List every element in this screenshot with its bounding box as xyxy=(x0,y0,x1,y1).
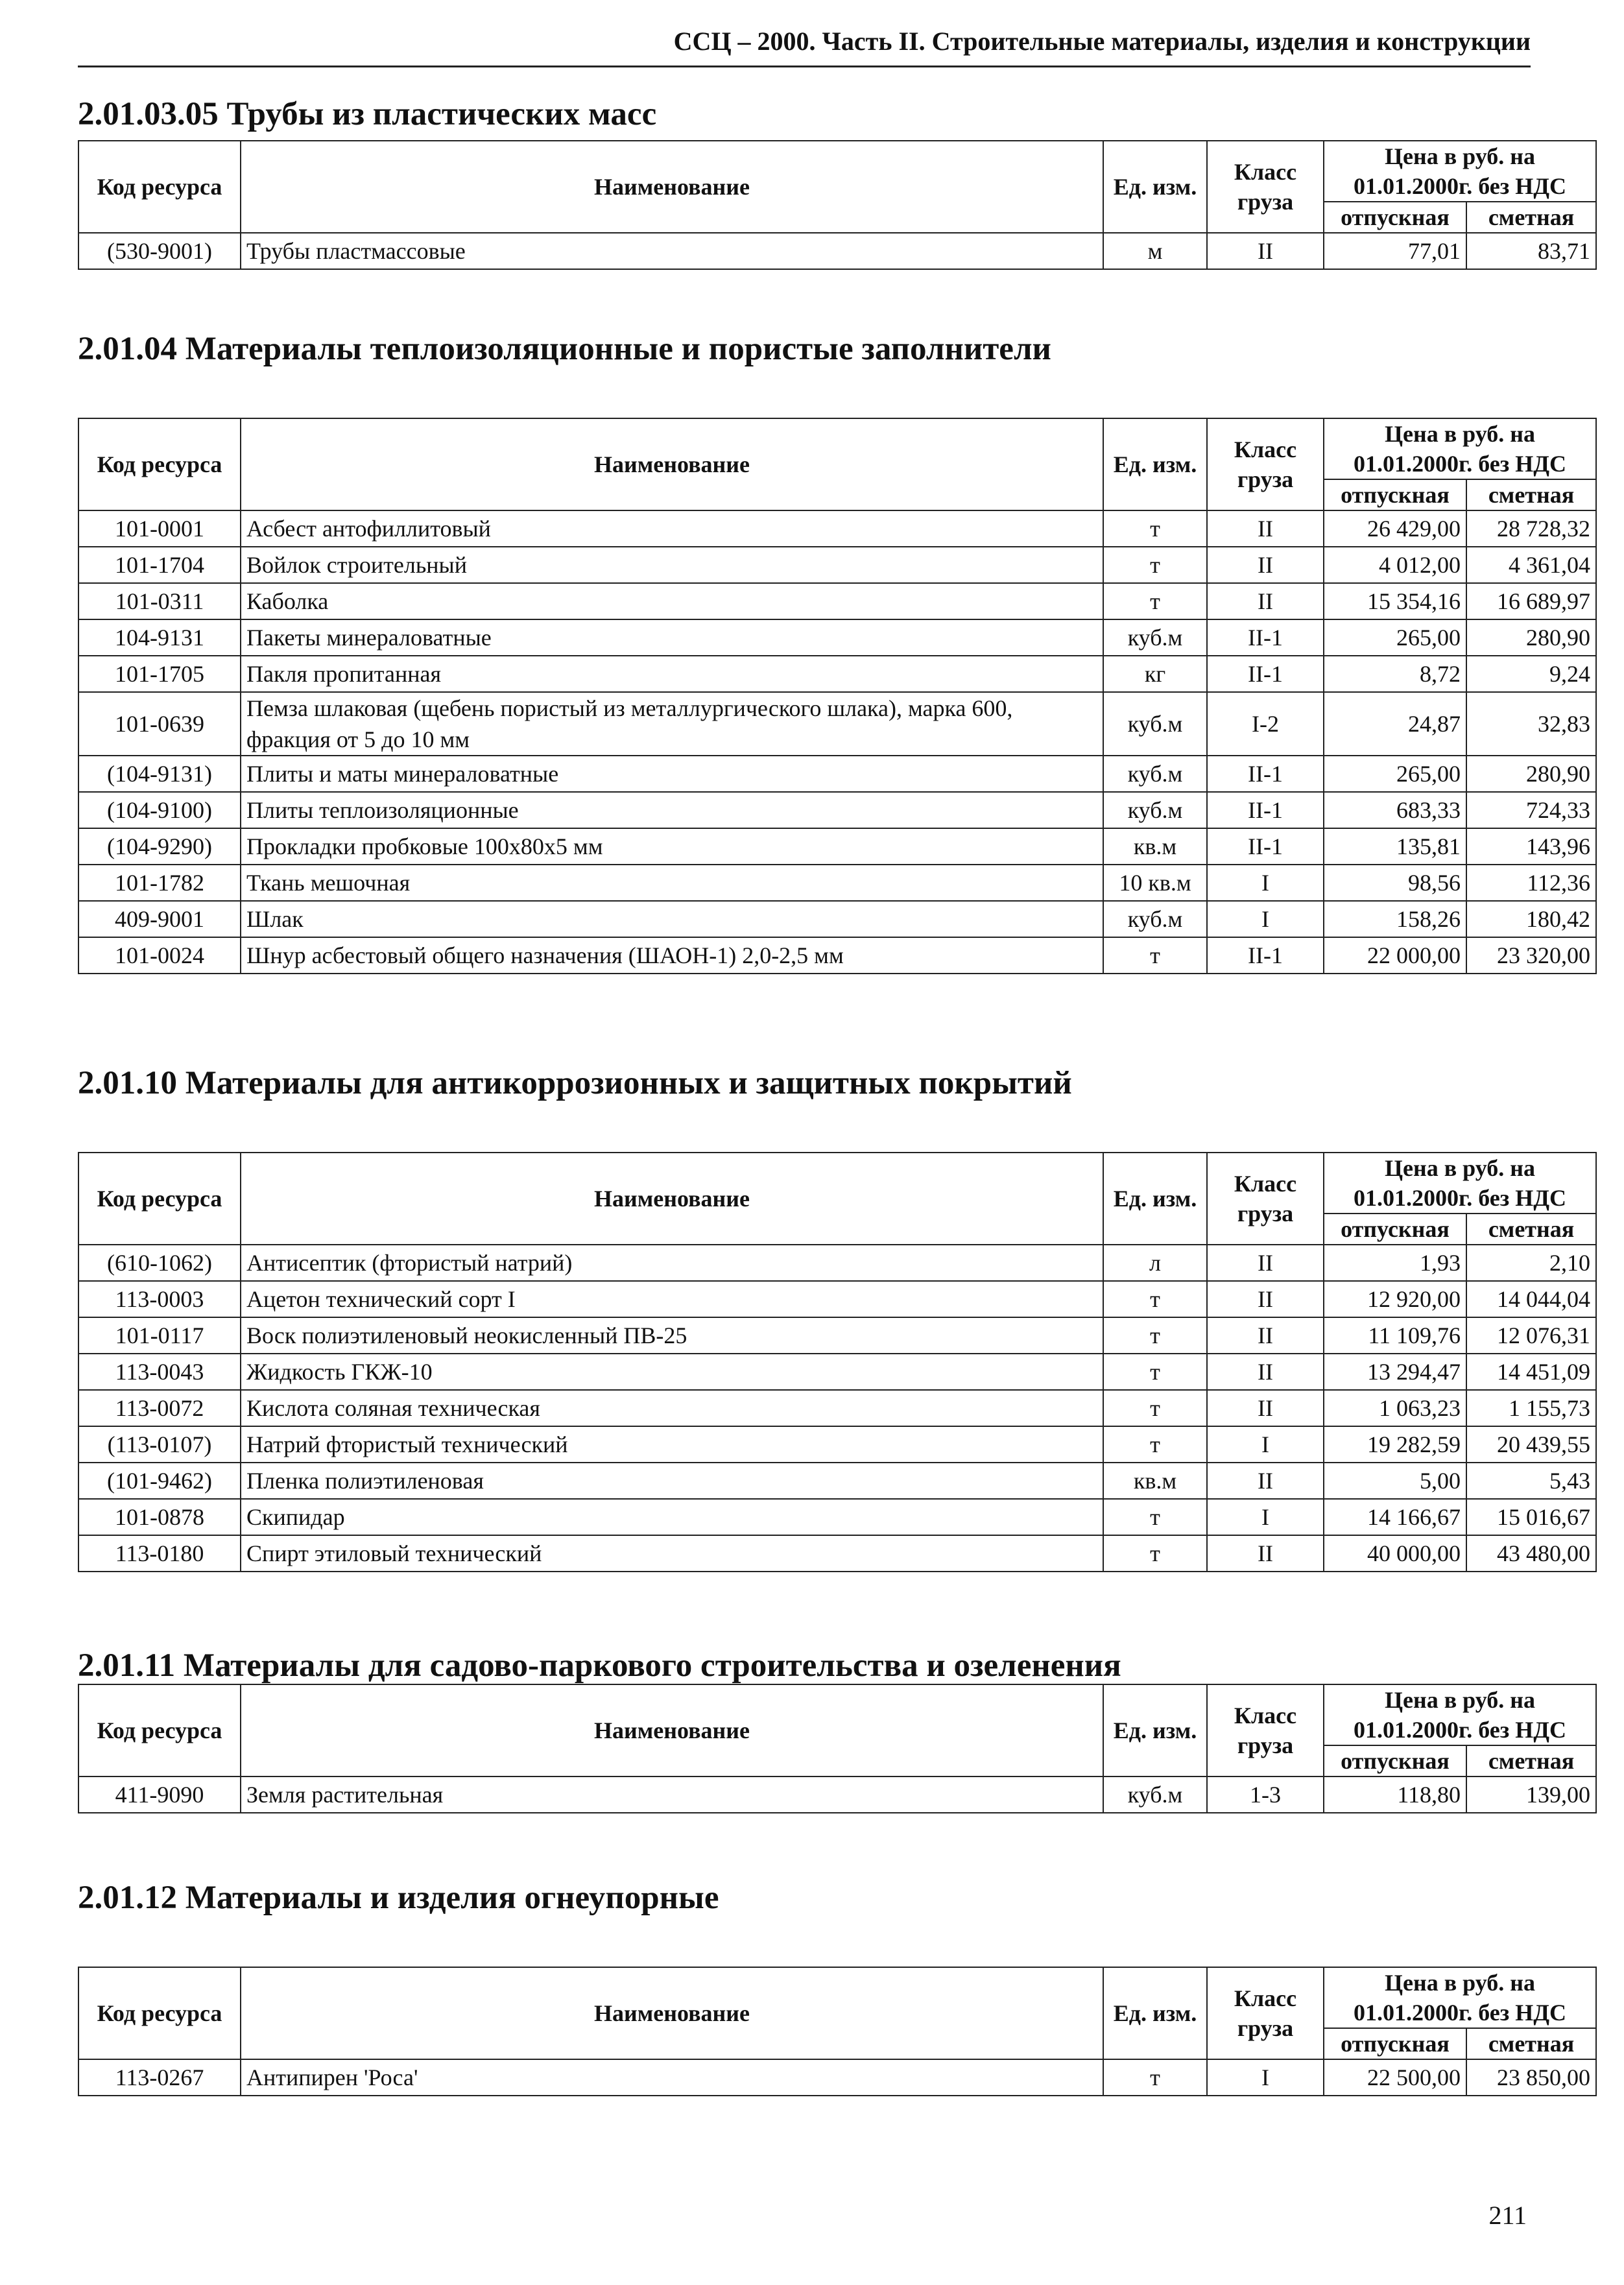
col-header-class: Класс груза xyxy=(1207,418,1324,510)
release-price: 12 920,00 xyxy=(1324,1281,1466,1317)
table-row xyxy=(78,756,1596,792)
unit: т xyxy=(1103,1426,1207,1463)
col-header-name: Наименование xyxy=(241,418,1103,510)
table-row xyxy=(78,1317,1596,1354)
item-name: Асбест антофиллитовый xyxy=(241,510,1103,547)
section-anticorrosion xyxy=(78,1064,1591,1572)
section-pipes xyxy=(78,96,1591,270)
table-row xyxy=(78,901,1596,937)
table-row xyxy=(78,1281,1596,1317)
resource-code: 101-0117 xyxy=(78,1317,241,1354)
price-table xyxy=(78,1967,1597,2096)
section-title: 2.01.10 Материалы для антикоррозионных и защитных покрытий xyxy=(78,1065,1072,1101)
price-table xyxy=(78,1684,1597,1813)
item-name: Скипидар xyxy=(241,1499,1103,1535)
col-header-release-price: отпускная xyxy=(1324,1745,1466,1777)
col-header-unit: Ед. изм. xyxy=(1103,1684,1207,1777)
release-price: 24,87 xyxy=(1324,692,1466,756)
resource-code: 101-1705 xyxy=(78,656,241,692)
item-name: Каболка xyxy=(241,583,1103,619)
resource-code: (101-9462) xyxy=(78,1463,241,1499)
estimate-price: 12 076,31 xyxy=(1466,1317,1596,1354)
item-name: Прокладки пробковые 100х80х5 мм xyxy=(241,828,1103,865)
release-price: 265,00 xyxy=(1324,756,1466,792)
col-header-release-price: отпускная xyxy=(1324,2028,1466,2059)
unit: м xyxy=(1103,233,1207,269)
table-row xyxy=(78,865,1596,901)
table-row xyxy=(78,1777,1596,1813)
item-name: Земля растительная xyxy=(241,1777,1103,1813)
col-header-release-price: отпускная xyxy=(1324,479,1466,510)
item-name: Ткань мешочная xyxy=(241,865,1103,901)
item-name: Пленка полиэтиленовая xyxy=(241,1463,1103,1499)
item-name: Шнур асбестовый общего назначения (ШАОН-1) 2,0-2,5 мм xyxy=(241,937,1103,974)
resource-code: 101-0639 xyxy=(78,692,241,756)
cargo-class: I-2 xyxy=(1207,692,1324,756)
estimate-price: 28 728,32 xyxy=(1466,510,1596,547)
resource-code: 113-0043 xyxy=(78,1354,241,1390)
col-header-estimate-price: сметная xyxy=(1466,1745,1596,1777)
resource-code: 113-0180 xyxy=(78,1535,241,1572)
item-name: Спирт этиловый технический xyxy=(241,1535,1103,1572)
estimate-price: 20 439,55 xyxy=(1466,1426,1596,1463)
unit: т xyxy=(1103,1535,1207,1572)
cargo-class: 1-3 xyxy=(1207,1777,1324,1813)
unit: кв.м xyxy=(1103,1463,1207,1499)
cargo-class: II-1 xyxy=(1207,828,1324,865)
unit: куб.м xyxy=(1103,792,1207,828)
item-name: Плиты теплоизоляционные xyxy=(241,792,1103,828)
table-row xyxy=(78,1390,1596,1426)
table-row xyxy=(78,1535,1596,1572)
release-price: 135,81 xyxy=(1324,828,1466,865)
table-row xyxy=(78,692,1596,756)
unit: т xyxy=(1103,2059,1207,2096)
section-refractory xyxy=(78,1878,1591,2096)
estimate-price: 280,90 xyxy=(1466,619,1596,656)
col-header-price: Цена в руб. на 01.01.2000г. без НДС xyxy=(1324,418,1596,479)
unit: куб.м xyxy=(1103,619,1207,656)
cargo-class: II xyxy=(1207,1281,1324,1317)
section-title: 2.01.03.05 Трубы из пластических масс xyxy=(78,96,657,132)
resource-code: 101-0024 xyxy=(78,937,241,974)
item-name: Антипирен 'Роса' xyxy=(241,2059,1103,2096)
col-header-release-price: отпускная xyxy=(1324,202,1466,233)
table-row xyxy=(78,2059,1596,2096)
unit: л xyxy=(1103,1245,1207,1281)
estimate-price: 43 480,00 xyxy=(1466,1535,1596,1572)
resource-code: 101-0311 xyxy=(78,583,241,619)
estimate-price: 14 044,04 xyxy=(1466,1281,1596,1317)
estimate-price: 9,24 xyxy=(1466,656,1596,692)
release-price: 14 166,67 xyxy=(1324,1499,1466,1535)
col-header-release-price: отпускная xyxy=(1324,1214,1466,1245)
unit: куб.м xyxy=(1103,756,1207,792)
table-row xyxy=(78,1354,1596,1390)
resource-code: 409-9001 xyxy=(78,901,241,937)
estimate-price: 83,71 xyxy=(1466,233,1596,269)
item-name: Воск полиэтиленовый неокисленный ПВ-25 xyxy=(241,1317,1103,1354)
table-row xyxy=(78,583,1596,619)
cargo-class: II xyxy=(1207,1354,1324,1390)
col-header-name: Наименование xyxy=(241,1153,1103,1245)
table-row xyxy=(78,937,1596,974)
cargo-class: II-1 xyxy=(1207,619,1324,656)
cargo-class: I xyxy=(1207,865,1324,901)
table-row xyxy=(78,792,1596,828)
release-price: 1,93 xyxy=(1324,1245,1466,1281)
table-row xyxy=(78,510,1596,547)
unit: т xyxy=(1103,1354,1207,1390)
unit: кг xyxy=(1103,656,1207,692)
release-price: 22 500,00 xyxy=(1324,2059,1466,2096)
col-header-price: Цена в руб. на 01.01.2000г. без НДС xyxy=(1324,1967,1596,2028)
estimate-price: 5,43 xyxy=(1466,1463,1596,1499)
table-row xyxy=(78,1463,1596,1499)
release-price: 22 000,00 xyxy=(1324,937,1466,974)
col-header-class: Класс груза xyxy=(1207,1153,1324,1245)
cargo-class: II-1 xyxy=(1207,937,1324,974)
estimate-price: 280,90 xyxy=(1466,756,1596,792)
release-price: 98,56 xyxy=(1324,865,1466,901)
unit: 10 кв.м xyxy=(1103,865,1207,901)
price-table xyxy=(78,140,1597,270)
col-header-class: Класс груза xyxy=(1207,1684,1324,1777)
resource-code: 101-1704 xyxy=(78,547,241,583)
col-header-code: Код ресурса xyxy=(78,1153,241,1245)
release-price: 11 109,76 xyxy=(1324,1317,1466,1354)
estimate-price: 23 320,00 xyxy=(1466,937,1596,974)
col-header-estimate-price: сметная xyxy=(1466,2028,1596,2059)
col-header-estimate-price: сметная xyxy=(1466,479,1596,510)
cargo-class: II xyxy=(1207,583,1324,619)
resource-code: 101-0001 xyxy=(78,510,241,547)
estimate-price: 112,36 xyxy=(1466,865,1596,901)
release-price: 118,80 xyxy=(1324,1777,1466,1813)
resource-code: (104-9290) xyxy=(78,828,241,865)
estimate-price: 1 155,73 xyxy=(1466,1390,1596,1426)
unit: т xyxy=(1103,547,1207,583)
release-price: 40 000,00 xyxy=(1324,1535,1466,1572)
table-row xyxy=(78,233,1596,269)
item-name: Жидкость ГКЖ-10 xyxy=(241,1354,1103,1390)
unit: т xyxy=(1103,1317,1207,1354)
estimate-price: 16 689,97 xyxy=(1466,583,1596,619)
col-header-unit: Ед. изм. xyxy=(1103,1967,1207,2059)
resource-code: 113-0003 xyxy=(78,1281,241,1317)
unit: куб.м xyxy=(1103,692,1207,756)
resource-code: (610-1062) xyxy=(78,1245,241,1281)
cargo-class: II xyxy=(1207,547,1324,583)
release-price: 1 063,23 xyxy=(1324,1390,1466,1426)
col-header-estimate-price: сметная xyxy=(1466,1214,1596,1245)
item-name: Войлок строительный xyxy=(241,547,1103,583)
unit: кв.м xyxy=(1103,828,1207,865)
resource-code: 101-0878 xyxy=(78,1499,241,1535)
col-header-code: Код ресурса xyxy=(78,418,241,510)
resource-code: 411-9090 xyxy=(78,1777,241,1813)
item-name: Плиты и маты минераловатные xyxy=(241,756,1103,792)
col-header-unit: Ед. изм. xyxy=(1103,418,1207,510)
col-header-price: Цена в руб. на 01.01.2000г. без НДС xyxy=(1324,141,1596,202)
release-price: 77,01 xyxy=(1324,233,1466,269)
running-header: ССЦ – 2000. Часть II. Строительные материалы, изделия и конструкции xyxy=(78,26,1531,67)
item-name: Трубы пластмассовые xyxy=(241,233,1103,269)
unit: т xyxy=(1103,1499,1207,1535)
cargo-class: II xyxy=(1207,1463,1324,1499)
section-title: 2.01.12 Материалы и изделия огнеупорные xyxy=(78,1880,719,1916)
cargo-class: II xyxy=(1207,233,1324,269)
estimate-price: 4 361,04 xyxy=(1466,547,1596,583)
release-price: 5,00 xyxy=(1324,1463,1466,1499)
resource-code: (530-9001) xyxy=(78,233,241,269)
cargo-class: I xyxy=(1207,901,1324,937)
release-price: 683,33 xyxy=(1324,792,1466,828)
table-row xyxy=(78,619,1596,656)
cargo-class: II xyxy=(1207,1317,1324,1354)
col-header-name: Наименование xyxy=(241,1967,1103,2059)
unit: т xyxy=(1103,583,1207,619)
release-price: 13 294,47 xyxy=(1324,1354,1466,1390)
item-name: Антисептик (фтористый натрий) xyxy=(241,1245,1103,1281)
estimate-price: 23 850,00 xyxy=(1466,2059,1596,2096)
col-header-code: Код ресурса xyxy=(78,141,241,233)
estimate-price: 15 016,67 xyxy=(1466,1499,1596,1535)
col-header-class: Класс груза xyxy=(1207,1967,1324,2059)
table-row xyxy=(78,1426,1596,1463)
price-table xyxy=(78,1152,1597,1572)
cargo-class: II xyxy=(1207,1535,1324,1572)
estimate-price: 14 451,09 xyxy=(1466,1354,1596,1390)
cargo-class: II xyxy=(1207,510,1324,547)
col-header-name: Наименование xyxy=(241,1684,1103,1777)
resource-code: (104-9131) xyxy=(78,756,241,792)
col-header-price: Цена в руб. на 01.01.2000г. без НДС xyxy=(1324,1153,1596,1214)
item-name: Пемза шлаковая (щебень пористый из металлургического шлака), марка 600, фракция от 5 до 10 мм xyxy=(241,692,1103,756)
cargo-class: II xyxy=(1207,1390,1324,1426)
section-landscaping xyxy=(78,1647,1591,1813)
item-name: Кислота соляная техническая xyxy=(241,1390,1103,1426)
cargo-class: I xyxy=(1207,1426,1324,1463)
col-header-code: Код ресурса xyxy=(78,1967,241,2059)
estimate-price: 139,00 xyxy=(1466,1777,1596,1813)
price-table xyxy=(78,418,1597,974)
item-name: Пакля пропитанная xyxy=(241,656,1103,692)
release-price: 8,72 xyxy=(1324,656,1466,692)
estimate-price: 724,33 xyxy=(1466,792,1596,828)
release-price: 265,00 xyxy=(1324,619,1466,656)
col-header-code: Код ресурса xyxy=(78,1684,241,1777)
col-header-unit: Ед. изм. xyxy=(1103,1153,1207,1245)
section-insulation xyxy=(78,329,1591,974)
resource-code: (104-9100) xyxy=(78,792,241,828)
estimate-price: 180,42 xyxy=(1466,901,1596,937)
table-row xyxy=(78,1245,1596,1281)
unit: т xyxy=(1103,510,1207,547)
cargo-class: I xyxy=(1207,1499,1324,1535)
section-title: 2.01.11 Материалы для садово-паркового строительства и озеленения xyxy=(78,1647,1121,1684)
col-header-estimate-price: сметная xyxy=(1466,202,1596,233)
col-header-name: Наименование xyxy=(241,141,1103,233)
table-row xyxy=(78,1499,1596,1535)
estimate-price: 32,83 xyxy=(1466,692,1596,756)
section-title: 2.01.04 Материалы теплоизоляционные и пористые заполнители xyxy=(78,331,1051,367)
estimate-price: 2,10 xyxy=(1466,1245,1596,1281)
unit: т xyxy=(1103,937,1207,974)
cargo-class: II-1 xyxy=(1207,656,1324,692)
unit: т xyxy=(1103,1281,1207,1317)
release-price: 158,26 xyxy=(1324,901,1466,937)
page-number: 211 xyxy=(1488,2201,1527,2230)
item-name: Шлак xyxy=(241,901,1103,937)
unit: куб.м xyxy=(1103,1777,1207,1813)
table-row xyxy=(78,547,1596,583)
cargo-class: I xyxy=(1207,2059,1324,2096)
resource-code: 101-1782 xyxy=(78,865,241,901)
cargo-class: II-1 xyxy=(1207,792,1324,828)
col-header-price: Цена в руб. на 01.01.2000г. без НДС xyxy=(1324,1684,1596,1745)
resource-code: 113-0267 xyxy=(78,2059,241,2096)
release-price: 4 012,00 xyxy=(1324,547,1466,583)
cargo-class: II-1 xyxy=(1207,756,1324,792)
resource-code: (113-0107) xyxy=(78,1426,241,1463)
unit: куб.м xyxy=(1103,901,1207,937)
item-name: Натрий фтористый технический xyxy=(241,1426,1103,1463)
item-name: Ацетон технический сорт I xyxy=(241,1281,1103,1317)
release-price: 26 429,00 xyxy=(1324,510,1466,547)
resource-code: 104-9131 xyxy=(78,619,241,656)
resource-code: 113-0072 xyxy=(78,1390,241,1426)
table-row xyxy=(78,828,1596,865)
estimate-price: 143,96 xyxy=(1466,828,1596,865)
col-header-class: Класс груза xyxy=(1207,141,1324,233)
release-price: 15 354,16 xyxy=(1324,583,1466,619)
item-name: Пакеты минераловатные xyxy=(241,619,1103,656)
table-row xyxy=(78,656,1596,692)
col-header-unit: Ед. изм. xyxy=(1103,141,1207,233)
release-price: 19 282,59 xyxy=(1324,1426,1466,1463)
cargo-class: II xyxy=(1207,1245,1324,1281)
unit: т xyxy=(1103,1390,1207,1426)
